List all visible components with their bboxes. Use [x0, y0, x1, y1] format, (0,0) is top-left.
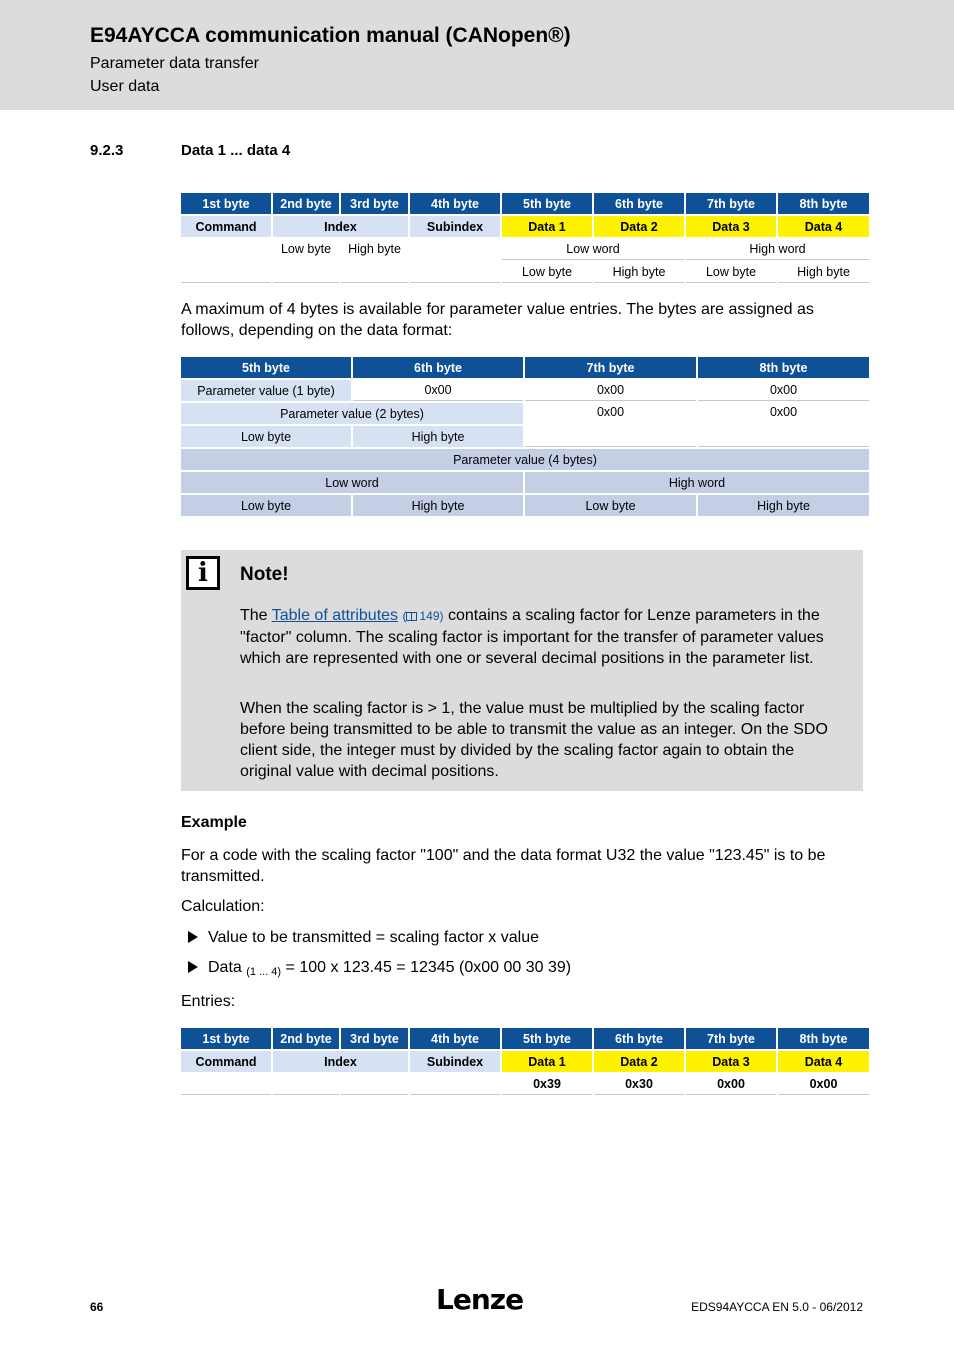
table-row	[181, 380, 869, 401]
data-cell: Data 1	[502, 1051, 592, 1072]
data-cell: Data 4	[778, 216, 869, 237]
value-cell: 0x00	[686, 1074, 776, 1095]
book-icon	[406, 612, 417, 621]
header-cell: 7th byte	[525, 357, 696, 378]
data-cell: Data 3	[686, 216, 776, 237]
header-cell: 1st byte	[181, 193, 271, 214]
table-row	[181, 1051, 869, 1072]
table-row	[181, 216, 869, 237]
high-byte-cell: High byte	[353, 426, 523, 447]
example-heading: Example	[181, 814, 247, 831]
list-item-text: = 100 x 123.45 = 12345 (0x00 00 30 39)	[281, 959, 572, 976]
table-row	[181, 495, 869, 516]
header-cell: 7th byte	[686, 1028, 776, 1049]
list-item	[188, 957, 571, 983]
value-cell: 0x00	[525, 403, 696, 447]
index-cell: Index	[273, 216, 408, 237]
header-cell: 5th byte	[502, 1028, 592, 1049]
note-paragraph: When the scaling factor is > 1, the value must be multiplied by the scaling factor before being transmitted to be able to transmit the value as an integer. On the SDO client side, the integer must by divided by the scaling factor again to obtain the original value with decimal positions.	[240, 700, 828, 780]
value-cell: 0x00	[525, 380, 696, 401]
empty-cell	[273, 1074, 339, 1095]
subindex-cell: Subindex	[410, 1051, 500, 1072]
data-format-table	[179, 355, 871, 518]
header-cell: 6th byte	[594, 193, 684, 214]
header-cell: 4th byte	[410, 1028, 500, 1049]
high-byte-cell: High byte	[353, 495, 523, 516]
high-byte-cell: High byte	[341, 239, 408, 283]
data-cell: Data 1	[502, 216, 592, 237]
note-title: Note!	[240, 564, 289, 585]
table-of-attributes-link[interactable]: Table of attributes	[271, 607, 399, 624]
list-item-text: Value to be transmitted = scaling factor x value	[208, 929, 539, 946]
header-cell: 8th byte	[778, 193, 869, 214]
header-cell: 7th byte	[686, 193, 776, 214]
table-row	[181, 449, 869, 470]
low-byte-cell: Low byte	[181, 426, 351, 447]
subindex-cell: Subindex	[410, 216, 500, 237]
table-row	[181, 472, 869, 493]
header-cell: 4th byte	[410, 193, 500, 214]
value-cell: 0x30	[594, 1074, 684, 1095]
low-byte-cell: Low byte	[525, 495, 696, 516]
value-cell: 0x00	[353, 380, 523, 401]
header-cell: 5th byte	[181, 357, 351, 378]
table-row	[181, 239, 869, 260]
note-box	[181, 550, 863, 791]
bullet-triangle-icon	[188, 961, 198, 973]
value-cell: 0x00	[778, 1074, 869, 1095]
note-text: contains a scaling factor for Lenze parameters in the "factor" column. The scaling factor is important for the transfer of parameter values which are represented with one or several decimal positions in the parameter list.	[240, 607, 824, 667]
empty-cell	[410, 239, 500, 283]
high-word-cell: High word	[686, 239, 869, 260]
header-cell: 1st byte	[181, 1028, 271, 1049]
low-word-cell: Low word	[181, 472, 523, 493]
list-item-text: Data	[208, 959, 247, 976]
command-cell: Command	[181, 216, 271, 237]
header-cell: 2nd byte	[273, 193, 339, 214]
value-cell: 0x39	[502, 1074, 592, 1095]
table-header-row	[181, 357, 869, 378]
table-header-row	[181, 193, 869, 214]
high-byte-cell: High byte	[594, 262, 684, 283]
subscript: (1 ... 4)	[246, 966, 282, 978]
high-byte-cell: High byte	[778, 262, 869, 283]
command-cell: Command	[181, 1051, 271, 1072]
high-byte-cell: High byte	[698, 495, 869, 516]
data-cell: Data 2	[594, 1051, 684, 1072]
ref-open: (	[402, 609, 407, 623]
paragraph: Entries:	[181, 993, 236, 1010]
low-byte-cell: Low byte	[686, 262, 776, 283]
high-word-cell: High word	[525, 472, 869, 493]
param-value-4bytes-cell: Parameter value (4 bytes)	[181, 449, 869, 470]
document-title: E94AYCCA communication manual (CANopen®)	[90, 24, 571, 47]
data-cell: Data 3	[686, 1051, 776, 1072]
byte-layout-table	[179, 191, 871, 285]
lenze-logo: Lenze	[436, 1283, 524, 1316]
header-cell: 3rd byte	[341, 193, 408, 214]
header-cell: 3rd byte	[341, 1028, 408, 1049]
page-number: 66	[90, 1300, 104, 1314]
header-cell: 6th byte	[594, 1028, 684, 1049]
page-header	[0, 0, 954, 110]
list-item	[188, 927, 539, 948]
table-row	[181, 1074, 869, 1095]
header-cell: 8th byte	[698, 357, 869, 378]
table-header-row	[181, 1028, 869, 1049]
chapter-title: Parameter data transfer	[90, 55, 259, 72]
paragraph: A maximum of 4 bytes is available for parameter value entries. The bytes are assigned as follows, depending on the data format:	[181, 301, 814, 339]
info-icon: i	[186, 556, 220, 590]
bullet-triangle-icon	[188, 931, 198, 943]
section-title: Data 1 ... data 4	[181, 142, 291, 159]
empty-cell	[410, 1074, 500, 1095]
empty-cell	[181, 1074, 271, 1095]
header-cell: 8th byte	[778, 1028, 869, 1049]
empty-cell	[341, 1074, 408, 1095]
note-text: The	[240, 607, 272, 624]
entries-table	[179, 1026, 871, 1097]
table-row	[181, 403, 869, 424]
data-cell: Data 2	[594, 216, 684, 237]
paragraph: Calculation:	[181, 898, 265, 915]
note-paragraph	[240, 605, 848, 669]
low-byte-cell: Low byte	[181, 495, 351, 516]
param-value-2bytes-cell: Parameter value (2 bytes)	[181, 403, 523, 424]
header-cell: 2nd byte	[273, 1028, 339, 1049]
page-reference[interactable]	[402, 609, 443, 623]
data-cell: Data 4	[778, 1051, 869, 1072]
low-byte-cell: Low byte	[502, 262, 592, 283]
value-cell: 0x00	[698, 403, 869, 447]
low-byte-cell: Low byte	[273, 239, 339, 283]
header-cell: 5th byte	[502, 193, 592, 214]
document-id: EDS94AYCCA EN 5.0 - 06/2012	[691, 1300, 863, 1314]
subchapter-title: User data	[90, 78, 160, 95]
value-cell: 0x00	[698, 380, 869, 401]
paragraph: For a code with the scaling factor "100" and the data format U32 the value "123.45" is to be transmitted.	[181, 847, 826, 885]
header-cell: 6th byte	[353, 357, 523, 378]
param-value-1byte-cell: Parameter value (1 byte)	[181, 380, 351, 401]
index-cell: Index	[273, 1051, 408, 1072]
empty-cell	[181, 239, 271, 283]
section-number: 9.2.3	[90, 142, 124, 159]
low-word-cell: Low word	[502, 239, 684, 260]
ref-page: 149)	[419, 609, 444, 623]
